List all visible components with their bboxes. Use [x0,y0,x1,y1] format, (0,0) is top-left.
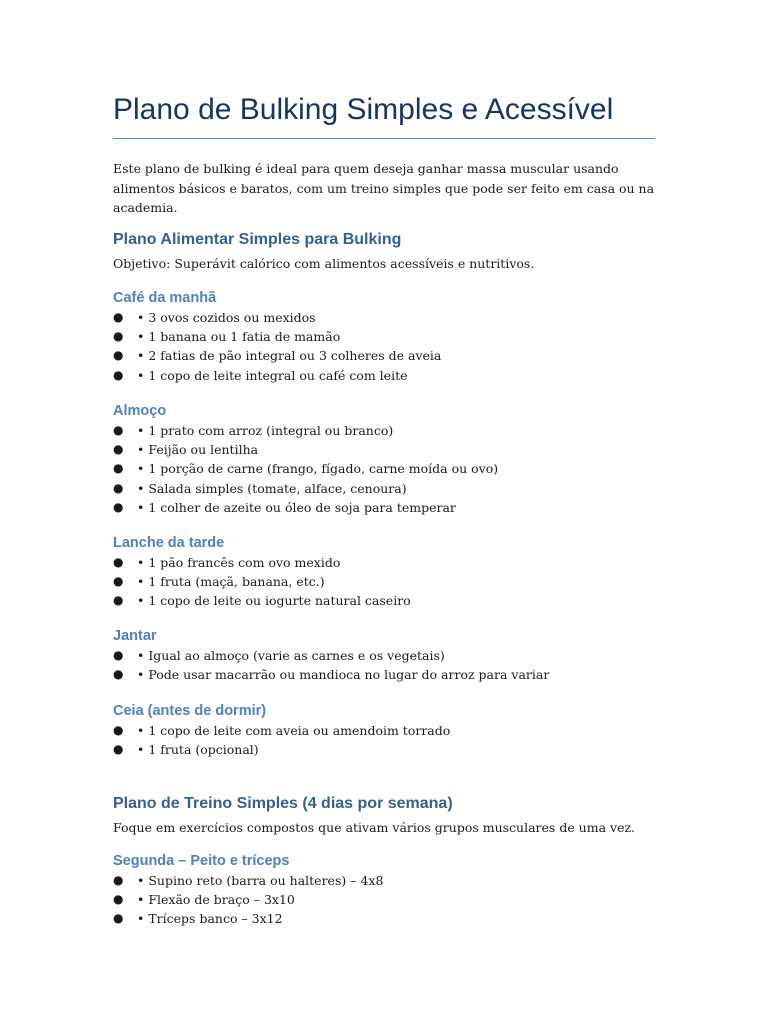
bullet-icon: ● [113,555,124,569]
list-item: ● • 1 pão francês com ovo mexido [113,553,655,572]
list-item: ● • 1 fruta (maçã, banana, etc.) [113,572,655,591]
meal-items [113,721,655,759]
list-item: ● • 1 copo de leite integral ou café com leite [113,366,655,385]
bullet-icon: ● [113,329,124,344]
diet-objective: Objetivo: Superávit calórico com alimentos acessíveis e nutritivos. [113,256,535,271]
list-item: ● • Tríceps banco – 3x12 [113,909,655,928]
bullet-icon: ● [113,593,124,608]
list-item: ● • 1 porção de carne (frango, fígado, carne moída ou ovo) [113,459,655,478]
bullet-icon: ● [113,873,124,887]
diet-heading: Plano Alimentar Simples para Bulking [113,231,402,248]
list-item: ● • Igual ao almoço (varie as carnes e os vegetais) [113,646,655,665]
bullet-icon: ● [113,911,124,926]
list-item: ● • 1 copo de leite com aveia ou amendoim torrado [113,721,655,740]
training-day-monday [113,851,655,929]
meal-items [113,308,655,385]
meal-breakfast [113,288,655,385]
document-title: Plano de Bulking Simples e Acessível [113,93,614,126]
bullet-icon: ● [113,461,124,476]
bullet-icon: ● [113,348,124,363]
list-item: ● • Flexão de braço – 3x10 [113,890,655,909]
meal-dinner [113,626,655,684]
training-description: Foque em exercícios compostos que ativam vários grupos musculares de uma vez. [113,820,636,835]
diet-section-header [113,230,655,273]
list-item: ● • 1 copo de leite ou iogurte natural caseiro [113,591,655,610]
list-item: ● • 3 ovos cozidos ou mexidos [113,308,655,327]
meal-supper [113,701,655,759]
bullet-icon: ● [113,892,124,907]
list-item: ● • 1 banana ou 1 fatia de mamão [113,327,655,346]
list-item: ● • 2 fatias de pão integral ou 3 colheres de aveia [113,346,655,365]
bullet-icon: ● [113,742,124,757]
bullet-icon: ● [113,667,124,682]
training-section-header [113,794,655,837]
training-heading: Plano de Treino Simples (4 dias por semana) [113,795,453,812]
meal-items [113,421,655,517]
meal-heading: Lanche da tarde [113,535,225,551]
list-item: ● • 1 colher de azeite ou óleo de soja para temperar [113,498,655,517]
bullet-icon: ● [113,310,124,324]
bullet-icon: ● [113,723,124,737]
list-item: ● • 1 fruta (opcional) [113,740,655,759]
training-items [113,871,655,929]
list-item: ● • Feijão ou lentilha [113,440,655,459]
list-item: ● • Pode usar macarrão ou mandioca no lugar do arroz para variar [113,665,655,684]
meal-heading: Almoço [113,403,167,419]
meal-lunch [113,401,655,517]
bullet-icon: ● [113,574,124,589]
meal-items [113,553,655,611]
bullet-icon: ● [113,499,124,514]
bullet-icon: ● [113,480,124,495]
bullet-icon: ● [113,423,124,437]
meal-heading: Café da manhã [113,290,217,306]
meal-heading: Jantar [113,628,157,644]
meal-heading: Ceia (antes de dormir) [113,703,267,719]
bullet-icon: ● [113,367,124,382]
bullet-icon: ● [113,648,124,662]
meal-afternoon-snack [113,533,655,611]
bullet-icon: ● [113,442,124,457]
list-item: ● • Supino reto (barra ou halteres) – 4x8 [113,871,655,890]
list-item: ● • Salada simples (tomate, alface, cenoura) [113,479,655,498]
meal-items [113,646,655,684]
intro-paragraph: Este plano de bulking é ideal para quem deseja ganhar massa muscular usando alimentos básicos e baratos, com um treino simples que pode ser feito em casa ou na academia. [113,161,655,215]
training-day-heading: Segunda – Peito e tríceps [113,853,290,869]
list-item: ● • 1 prato com arroz (integral ou branco) [113,421,655,440]
title-underline [113,138,655,139]
